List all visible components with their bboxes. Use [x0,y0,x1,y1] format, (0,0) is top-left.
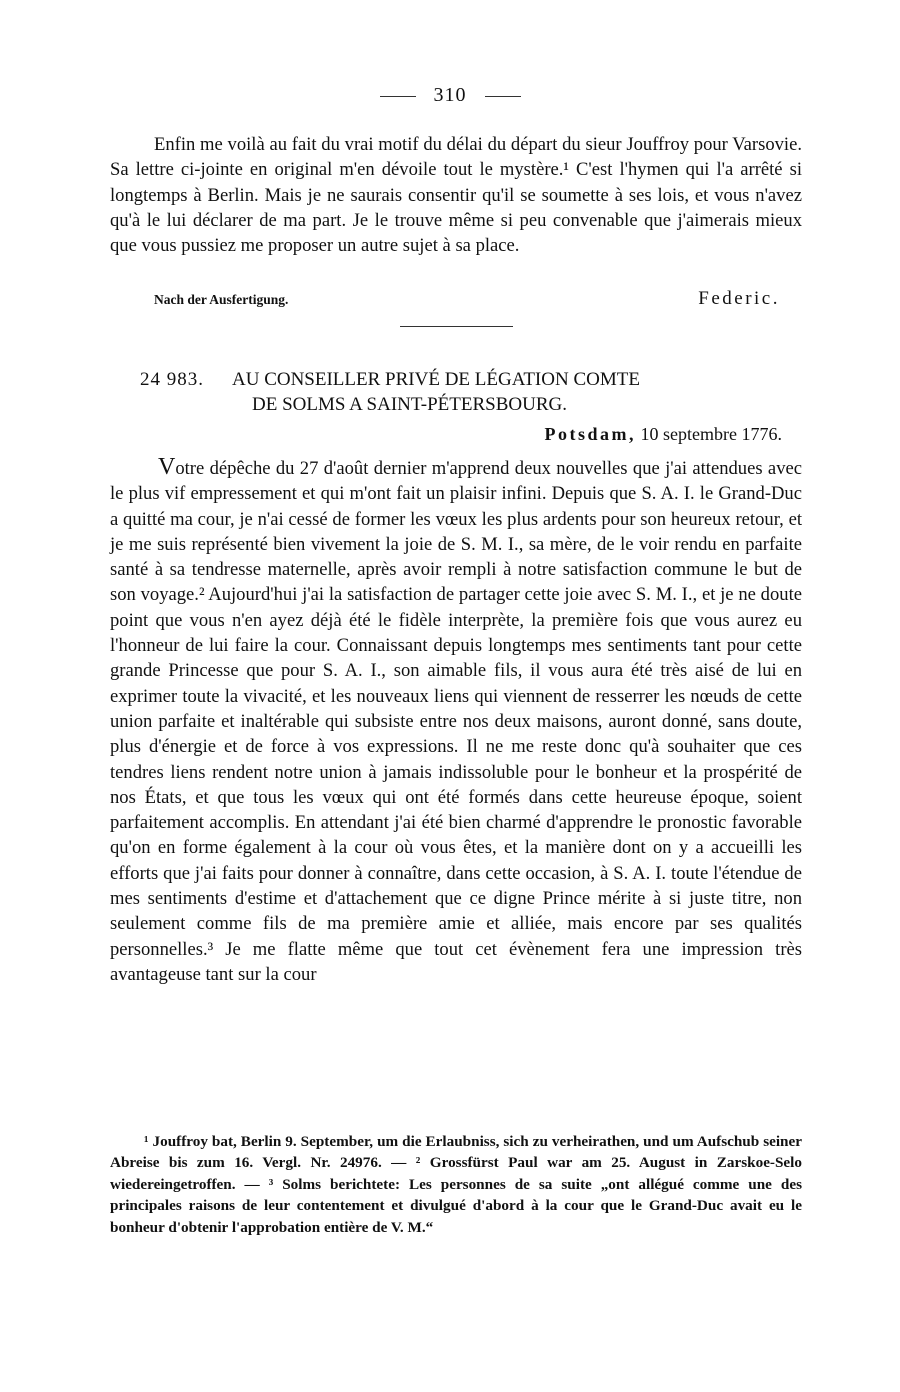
page-header [0,84,900,107]
letter-heading-line2: DE SOLMS A SAINT-PÉTERSBOURG. [252,394,567,415]
dateline-date: 10 septembre 1776. [640,424,782,444]
letter-dropcap: V [158,454,176,480]
letter-number: 24 983. [140,369,204,390]
header-rule-right [485,96,521,97]
signature-row [154,288,780,310]
letter-heading [140,367,800,417]
previous-letter-paragraph: Enfin me voilà au fait du vrai motif du délai du départ du sieur Jouffroy pour Varsovie. Sa lettre ci-jointe en original m'en dévoile tout le mystère.¹ C'est l'hymen qui l'a arrêté si longtemps à Berlin. Mais je ne saurais consentir qu'il se soumette à ses lois, et vous n'avez qu'à le lui déclarer de ma part. Je le trouve même si peu convenable que j'aimerais mieux que vous pussiez me proposer un autre sujet à sa place. [110,134,802,257]
signature: Federic. [698,288,780,309]
letter-heading-line1: AU CONSEILLER PRIVÉ DE LÉGATION COMTE [232,369,640,390]
footnotes-text: ¹ Jouffroy bat, Berlin 9. September, um die Erlaubniss, sich zu verheirathen, und um Aufschub seiner Abreise bis zum 16. Vergl. Nr. 24976. — ² Grossfürst Paul war am 25. August in Zarskoe-Selo wiedereingetroffen. — ³ Solms berichtete: Les personnes de sa suite „ont allégué comme une des principales raisons de leur contentement et divulgué d'abord à la cour que le Grand-Duc avait eu le bonheur d'obtenir l'approbation entière de V. M.“ [110,1133,802,1236]
section-divider [400,326,513,327]
header-rule-left [380,96,416,97]
letter-body-text: otre dépêche du 27 d'août dernier m'apprend deux nouvelles que j'ai attendues avec le plus vif empressement et qui m'ont fait un plaisir infini. Depuis que S. A. I. le Grand-Duc a quitté ma cour, je n'ai cessé de former les vœux les plus ardents pour son heureux retour, et je me suis représenté bien vivement la joie de S. M. I., sa mère, de le voir rendu en parfaite santé à sa tendresse maternelle, après avoir rempli à notre satisfaction commune le but de son voyage.² Aujourd'hui j'ai la satisfaction de partager cette joie avec S. M. I., et je ne doute point que vous n'en ayez déjà été le fidèle interprète, la première fois que vous aurez eu l'honneur de lui faire la cour. Connaissant depuis longtemps mes sentiments tant pour cette grande Princesse que pour S. A. I., son aimable fils, il vous aura été très aisé de lui en exprimer toute la vivacité, et les nouveaux liens qui viennent de resserrer les nœuds de cette union parfaite et inaltérable qui subsiste entre nos deux maisons, auront donné, sans doute, plus d'énergie et de force à vos expressions. Il ne me reste donc qu'à souhaiter que ces tendres liens rendent notre union à jamais indissoluble pour le bonheur et la prospérité de nos États, et que tous les vœux qui ont été formés dans cette heureuse époque, soient parfaitement accomplis. En attendant j'ai été bien charmé d'apprendre le pronostic favorable qu'on en forme également à la cour où vous êtes, et la manière dont on y a accueilli les efforts que j'ai faits pour donner à connaître, dans cette occasion, à S. A. I. toute l'étendue de mes sentiments d'estime et d'attachement que ce digne Prince mérite à si juste titre, non seulement comme fils de ma première amie et alliée, mais encore par ses qualités personnelles.³ Je me flatte même que tout cet évènement fera une impression très avantageuse tant sur la cour [110,458,802,985]
source-note: Nach der Ausfertigung. [154,292,289,307]
page-number: 310 [433,84,467,106]
letter-body [110,455,802,987]
footnotes [110,1131,802,1238]
dateline [110,424,782,445]
dateline-place: Potsdam, [544,424,637,444]
